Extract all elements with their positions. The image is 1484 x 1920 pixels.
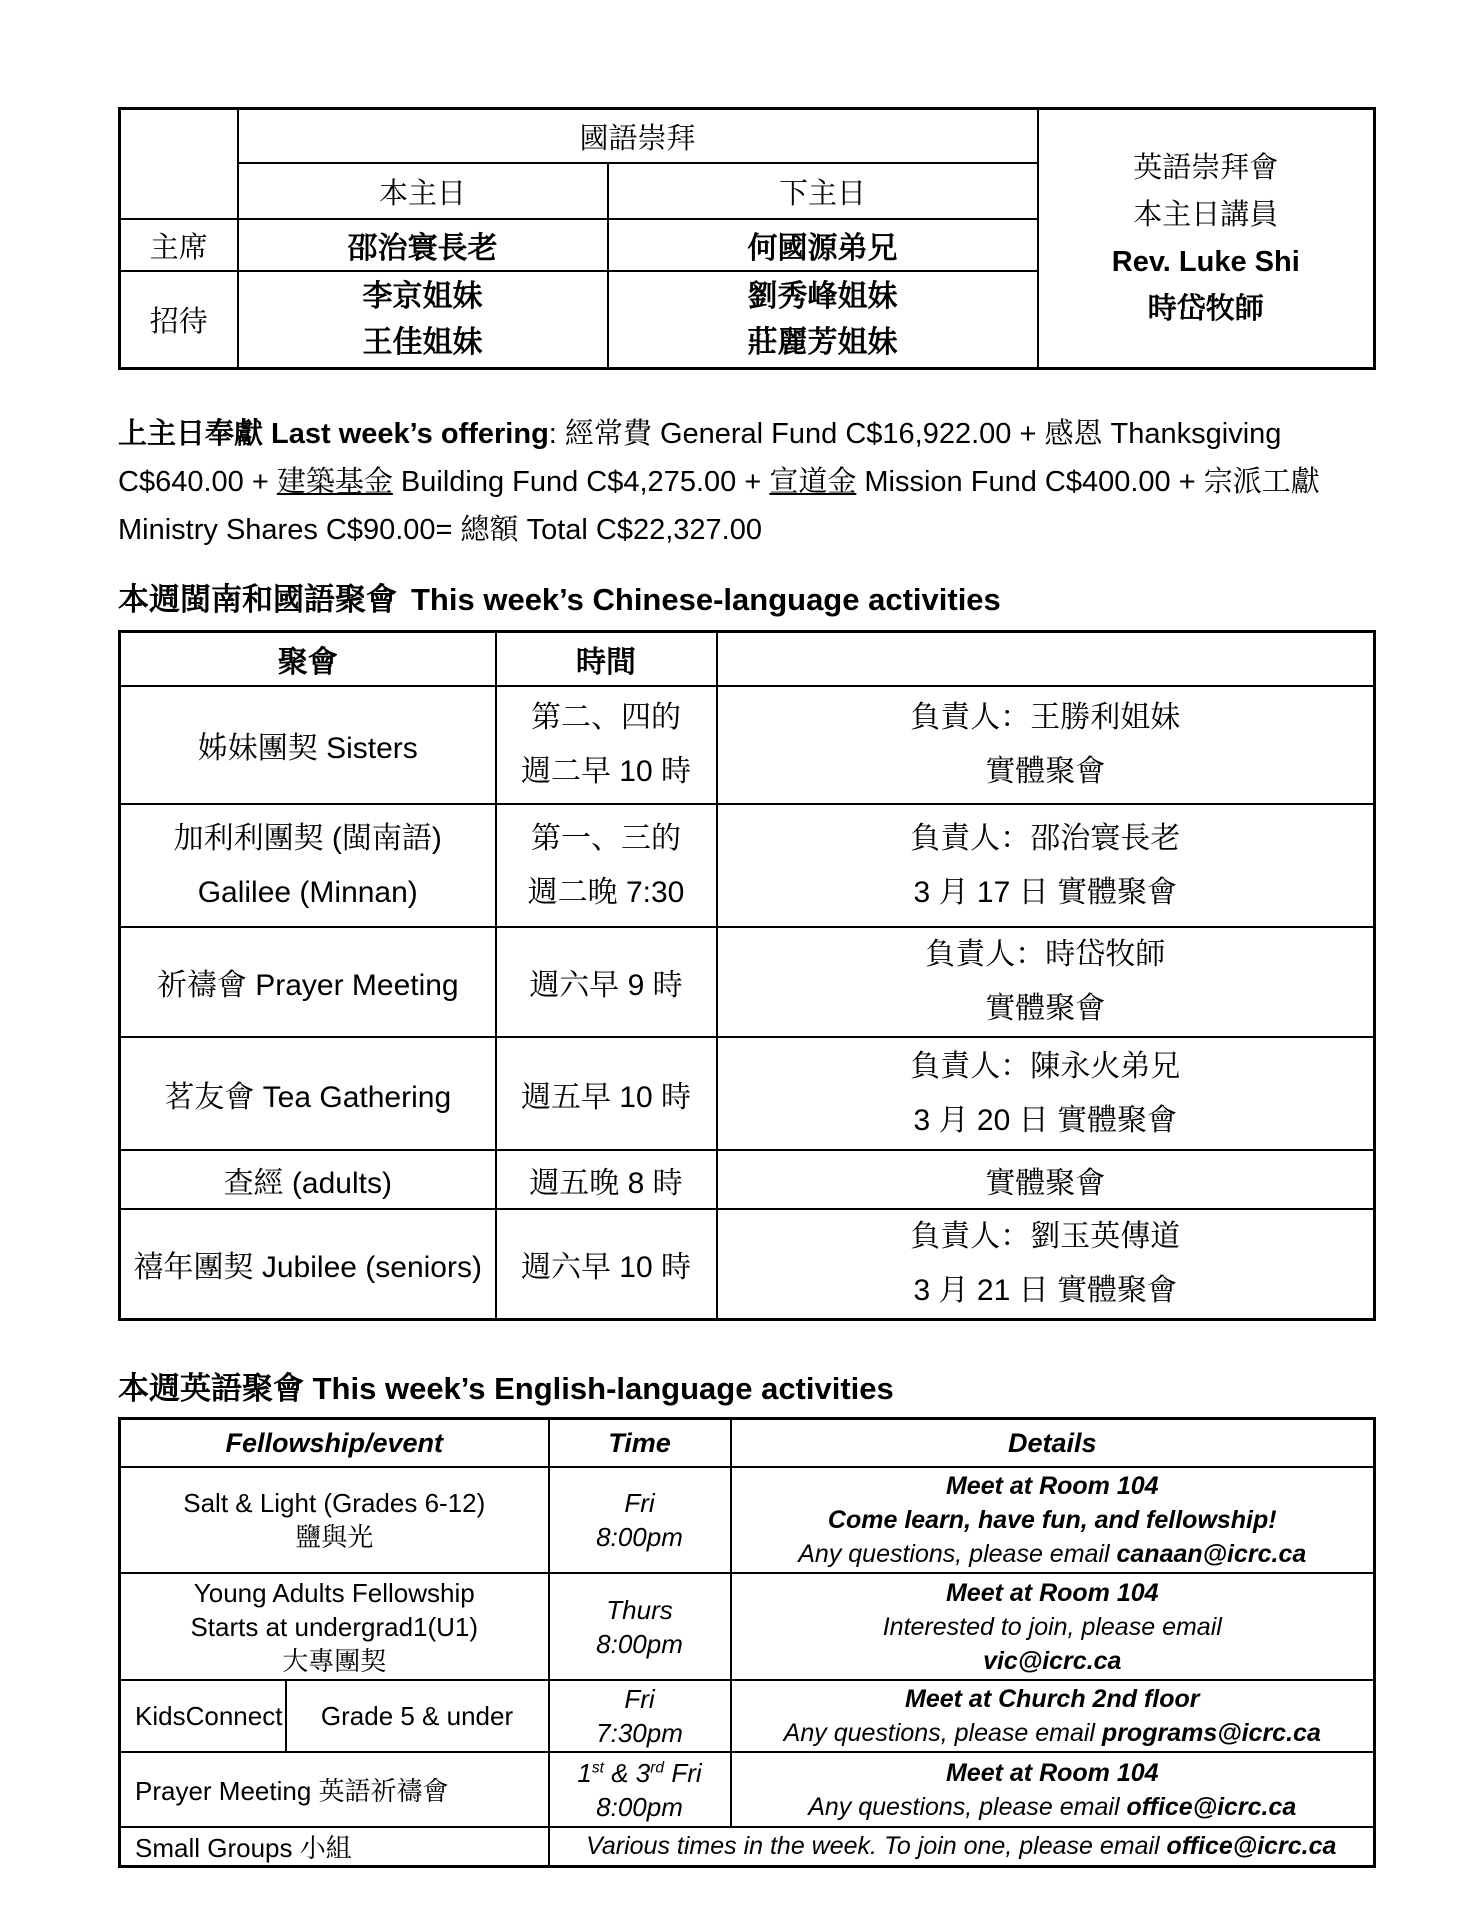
- english-activities-heading: [118, 1371, 1373, 1407]
- detail-line: 實體聚會: [985, 755, 1106, 788]
- offering-line-1: [118, 410, 1373, 458]
- offering-line-3: Ministry Shares C$90.00= 總額 Total C$22,327.00: [118, 514, 762, 546]
- table-row: [120, 1209, 1375, 1320]
- english-heading-en: This week’s English-language activities: [312, 1371, 894, 1406]
- chinese-heading-en: This week’s Chinese-language activities: [411, 582, 1001, 617]
- chinese-heading-zh: 本週閩南和國語聚會: [118, 582, 397, 617]
- event-details: [731, 1467, 1375, 1573]
- details-line: Meet at Room 104: [945, 1472, 1159, 1500]
- chinese-activities-heading: [118, 582, 1373, 618]
- ordinal-suffix: st: [591, 1758, 604, 1776]
- detail-line: 實體聚會: [985, 992, 1106, 1025]
- meeting-detail: [717, 804, 1375, 927]
- name-line: 加利利團契 (閩南語): [173, 821, 442, 855]
- time-text: Fri: [664, 1757, 702, 1788]
- usher-next-2: 莊麗芳姐妹: [747, 325, 898, 359]
- meeting-detail: [717, 686, 1375, 804]
- event-line: Starts at undergrad1(U1): [190, 1611, 479, 1642]
- meeting-name: 禧年團契 Jubilee (seniors): [120, 1209, 496, 1320]
- contact-email: office@icrc.ca: [1126, 1792, 1297, 1821]
- event-line: Young Adults Fellowship: [193, 1577, 475, 1608]
- event-details: [731, 1680, 1375, 1752]
- mission-fund-zh: 宣道金: [769, 466, 857, 498]
- english-activities-table: [118, 1417, 1376, 1868]
- event-line: 鹽與光: [295, 1522, 374, 1552]
- detail-line: 3 月 17 日 實體聚會: [913, 875, 1177, 909]
- table-row: [120, 1752, 1375, 1827]
- event-name: [120, 1467, 549, 1573]
- details-line: [732, 1716, 1374, 1750]
- details-line: Come learn, have fun, and fellowship!: [827, 1506, 1277, 1534]
- time-line: Thurs: [606, 1594, 673, 1625]
- last-week-offering-paragraph: [118, 410, 1373, 554]
- meeting-name: 祈禱會 Prayer Meeting: [120, 927, 496, 1037]
- time-line: 週二早 10 時: [520, 755, 692, 788]
- details-text: Any questions, please email: [798, 1540, 1117, 1568]
- column-header-fellowship: Fellowship/event: [120, 1419, 549, 1468]
- column-header-time: 時間: [496, 632, 717, 687]
- column-header-blank: [717, 632, 1375, 687]
- meeting-time: [496, 804, 717, 927]
- contact-email: canaan@icrc.ca: [1116, 1540, 1307, 1568]
- time-line: Fri: [624, 1684, 655, 1714]
- table-row: [120, 686, 1375, 804]
- meeting-name: [120, 804, 496, 927]
- meeting-time: 週五早 10 時: [496, 1037, 717, 1150]
- name-line: Galilee (Minnan): [197, 875, 418, 909]
- time-line: 第二、四的: [531, 701, 681, 734]
- ushers-this-sunday: [238, 271, 608, 369]
- english-worship-speaker-cell: [1038, 109, 1375, 369]
- time-line: 8:00pm: [596, 1522, 683, 1552]
- event-name-kidsconnect: KidsConnect: [120, 1680, 286, 1752]
- offering-line2-b: Building Fund C$4,275.00 +: [392, 466, 770, 498]
- event-time: [549, 1752, 731, 1827]
- meeting-detail: 實體聚會: [717, 1150, 1375, 1209]
- time-line: 週二晚 7:30: [527, 875, 685, 909]
- time-text: 1: [577, 1757, 592, 1788]
- english-worship-speaker-en: Rev. Luke Shi: [1111, 245, 1300, 278]
- details-line: Meet at Room 104: [945, 1578, 1159, 1607]
- usher-this-2: 王佳姐妹: [362, 325, 483, 359]
- meeting-name: 姊妹團契 Sisters: [120, 686, 496, 804]
- english-heading-zh: 本週英語聚會: [118, 1371, 304, 1406]
- time-line: Fri: [624, 1488, 655, 1518]
- table-row: [120, 1827, 1375, 1867]
- meeting-detail: [717, 1037, 1375, 1150]
- ordinal-suffix: rd: [650, 1758, 665, 1776]
- ushers-next-sunday: [608, 271, 1038, 369]
- offering-line2-a: C$640.00 +: [118, 466, 277, 498]
- english-worship-line1: 英語崇拜會: [1133, 151, 1279, 184]
- column-header-time: Time: [549, 1419, 731, 1468]
- time-line: 7:30pm: [596, 1718, 683, 1748]
- event-time: [549, 1573, 731, 1680]
- meeting-detail: [717, 927, 1375, 1037]
- chair-next-sunday: 何國源弟兄: [608, 219, 1038, 271]
- this-sunday-header: 本主日: [238, 163, 608, 219]
- event-name: Small Groups 小組: [120, 1827, 549, 1867]
- column-header-details: Details: [731, 1419, 1375, 1468]
- offering-line1-rest: : 經常費 General Fund C$16,922.00 + 感恩 Thanksgiving: [548, 418, 1282, 450]
- event-details: [731, 1573, 1375, 1680]
- time-line: [550, 1756, 730, 1790]
- details-line: Meet at Church 2nd floor: [905, 1685, 1200, 1713]
- contact-email: programs@icrc.ca: [1101, 1719, 1321, 1747]
- worship-assignments-table: [118, 107, 1376, 370]
- details-text: Any questions, please email: [808, 1792, 1127, 1821]
- event-details: [731, 1752, 1375, 1827]
- event-line: 大專團契: [282, 1645, 387, 1676]
- detail-line: 3 月 20 日 實體聚會: [913, 1103, 1177, 1137]
- meeting-time: 週五晚 8 時: [496, 1150, 717, 1209]
- chair-this-sunday: 邵治寰長老: [238, 219, 608, 271]
- time-line: 8:00pm: [596, 1791, 683, 1822]
- chinese-activities-table: [118, 630, 1376, 1321]
- meeting-time: [496, 686, 717, 804]
- details-line: Interested to join, please email: [882, 1612, 1222, 1641]
- usher-row-label: 招待: [120, 271, 238, 369]
- offering-lead: 上主日奉獻 Last week’s offering: [118, 418, 549, 450]
- table-row: [120, 927, 1375, 1037]
- table-row: [120, 804, 1375, 927]
- event-time: [549, 1680, 731, 1752]
- detail-line: 負責人：邵治寰長老: [910, 821, 1181, 855]
- next-sunday-header: 下主日: [608, 163, 1038, 219]
- offering-line2-c: Mission Fund C$400.00 + 宗派工獻: [856, 466, 1320, 498]
- event-name: Prayer Meeting 英語祈禱會: [120, 1752, 549, 1827]
- detail-line: 負責人：劉玉英傳道: [910, 1220, 1181, 1253]
- offering-line-2: [118, 458, 1373, 506]
- usher-this-1: 李京姐妹: [362, 279, 483, 313]
- details-text: Various times in the week. To join one, please email: [586, 1832, 1167, 1860]
- event-name: [120, 1573, 549, 1680]
- detail-line: 負責人：陳永火弟兄: [910, 1049, 1181, 1083]
- details-text: Any questions, please email: [783, 1719, 1102, 1747]
- meeting-time: 週六早 10 時: [496, 1209, 717, 1320]
- meeting-name: 茗友會 Tea Gathering: [120, 1037, 496, 1150]
- event-line: Salt & Light (Grades 6-12): [183, 1488, 486, 1518]
- event-grade-range: Grade 5 & under: [286, 1680, 549, 1752]
- details-line: [732, 1537, 1374, 1571]
- event-time: [549, 1467, 731, 1573]
- chair-row-label: 主席: [120, 219, 238, 271]
- corner-empty-cell: [120, 109, 238, 220]
- english-worship-speaker-zh: 時岱牧師: [1147, 292, 1264, 325]
- building-fund-zh: 建築基金: [276, 466, 393, 498]
- detail-line: 3 月 21 日 實體聚會: [913, 1274, 1177, 1307]
- time-line: 8:00pm: [596, 1628, 683, 1659]
- time-line: 第一、三的: [531, 821, 681, 855]
- details-line: [732, 1790, 1374, 1824]
- mandarin-worship-header: 國語崇拜: [238, 109, 1038, 164]
- table-row: [120, 1150, 1375, 1209]
- detail-line: 負責人：王勝利姐妹: [910, 701, 1181, 734]
- english-worship-line2: 本主日講員: [1133, 198, 1279, 231]
- column-header-meeting: 聚會: [120, 632, 496, 687]
- time-text: & 3: [603, 1757, 651, 1788]
- detail-line: 負責人：時岱牧師: [925, 938, 1166, 971]
- contact-email: office@icrc.ca: [1166, 1832, 1337, 1860]
- table-row: [120, 1467, 1375, 1573]
- details-line: Meet at Room 104: [945, 1758, 1159, 1787]
- meeting-time: 週六早 9 時: [496, 927, 717, 1037]
- table-row: [120, 1573, 1375, 1680]
- event-details: [549, 1827, 1375, 1867]
- meeting-detail: [717, 1209, 1375, 1320]
- table-row: [120, 1680, 1375, 1752]
- table-row: [120, 1037, 1375, 1150]
- meeting-name: 查經 (adults): [120, 1150, 496, 1209]
- usher-next-1: 劉秀峰姐妹: [747, 279, 898, 313]
- contact-email: vic@icrc.ca: [983, 1646, 1122, 1675]
